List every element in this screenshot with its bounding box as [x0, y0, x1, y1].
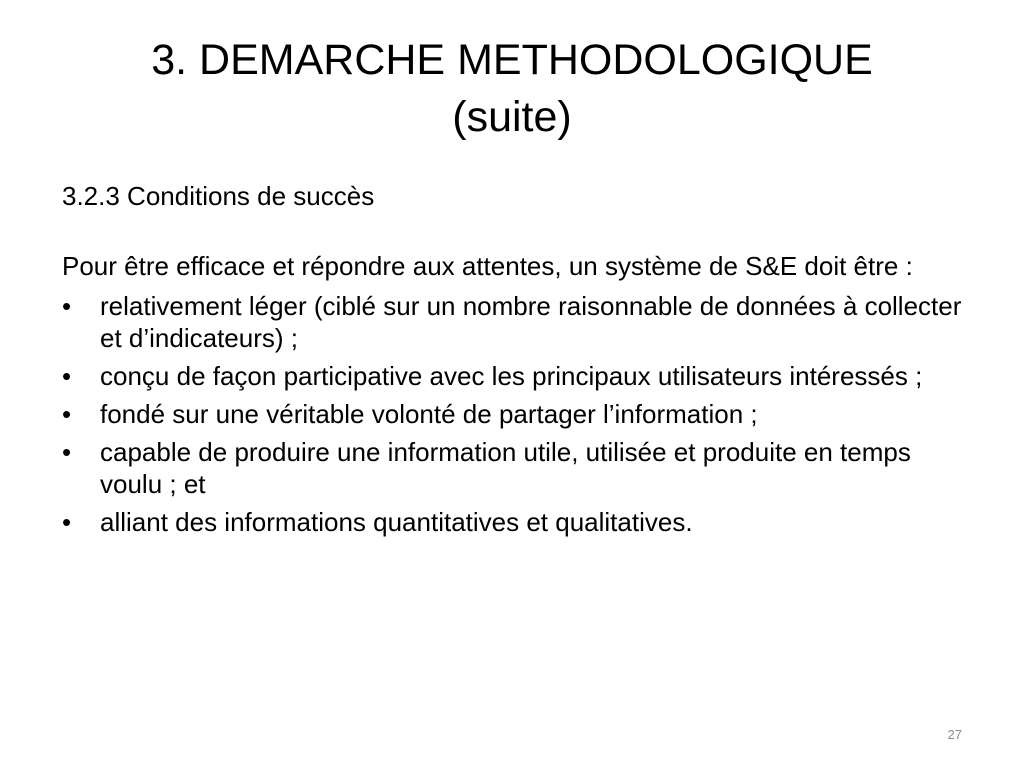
list-item-text: conçu de façon participative avec les principaux utilisateurs intéressés ;: [100, 361, 923, 391]
list-item: [62, 290, 962, 354]
list-item: [62, 360, 962, 392]
bullet-icon: •: [62, 507, 72, 537]
title-line-1: 3. DEMARCHE METHODOLOGIQUE: [151, 36, 873, 84]
bullet-icon: •: [62, 399, 72, 429]
list-item-text: relativement léger (ciblé sur un nombre raisonnable de données à collecter et d’indicateurs) ;: [100, 291, 962, 353]
intro-paragraph: Pour être efficace et répondre aux attentes, un système de S&E doit être :: [62, 251, 913, 281]
list-item: [62, 436, 962, 500]
list-item-text: alliant des informations quantitatives et qualitatives.: [100, 507, 693, 537]
bullet-icon: •: [62, 437, 72, 467]
bullet-icon: •: [62, 291, 72, 321]
slide-title: [60, 32, 964, 146]
list-item: [62, 398, 962, 430]
bullet-icon: •: [62, 361, 72, 391]
section-subheading: 3.2.3 Conditions de succès: [62, 181, 375, 211]
list-item-text: capable de produire une information utile, utilisée et produite en temps voulu ; et: [100, 437, 911, 499]
list-item: [62, 506, 962, 538]
bullet-list: [62, 290, 962, 538]
slide-body: [62, 180, 962, 544]
title-line-2: (suite): [452, 93, 572, 141]
page-number: 27: [947, 727, 962, 742]
list-item-text: fondé sur une véritable volonté de partager l’information ;: [100, 399, 758, 429]
